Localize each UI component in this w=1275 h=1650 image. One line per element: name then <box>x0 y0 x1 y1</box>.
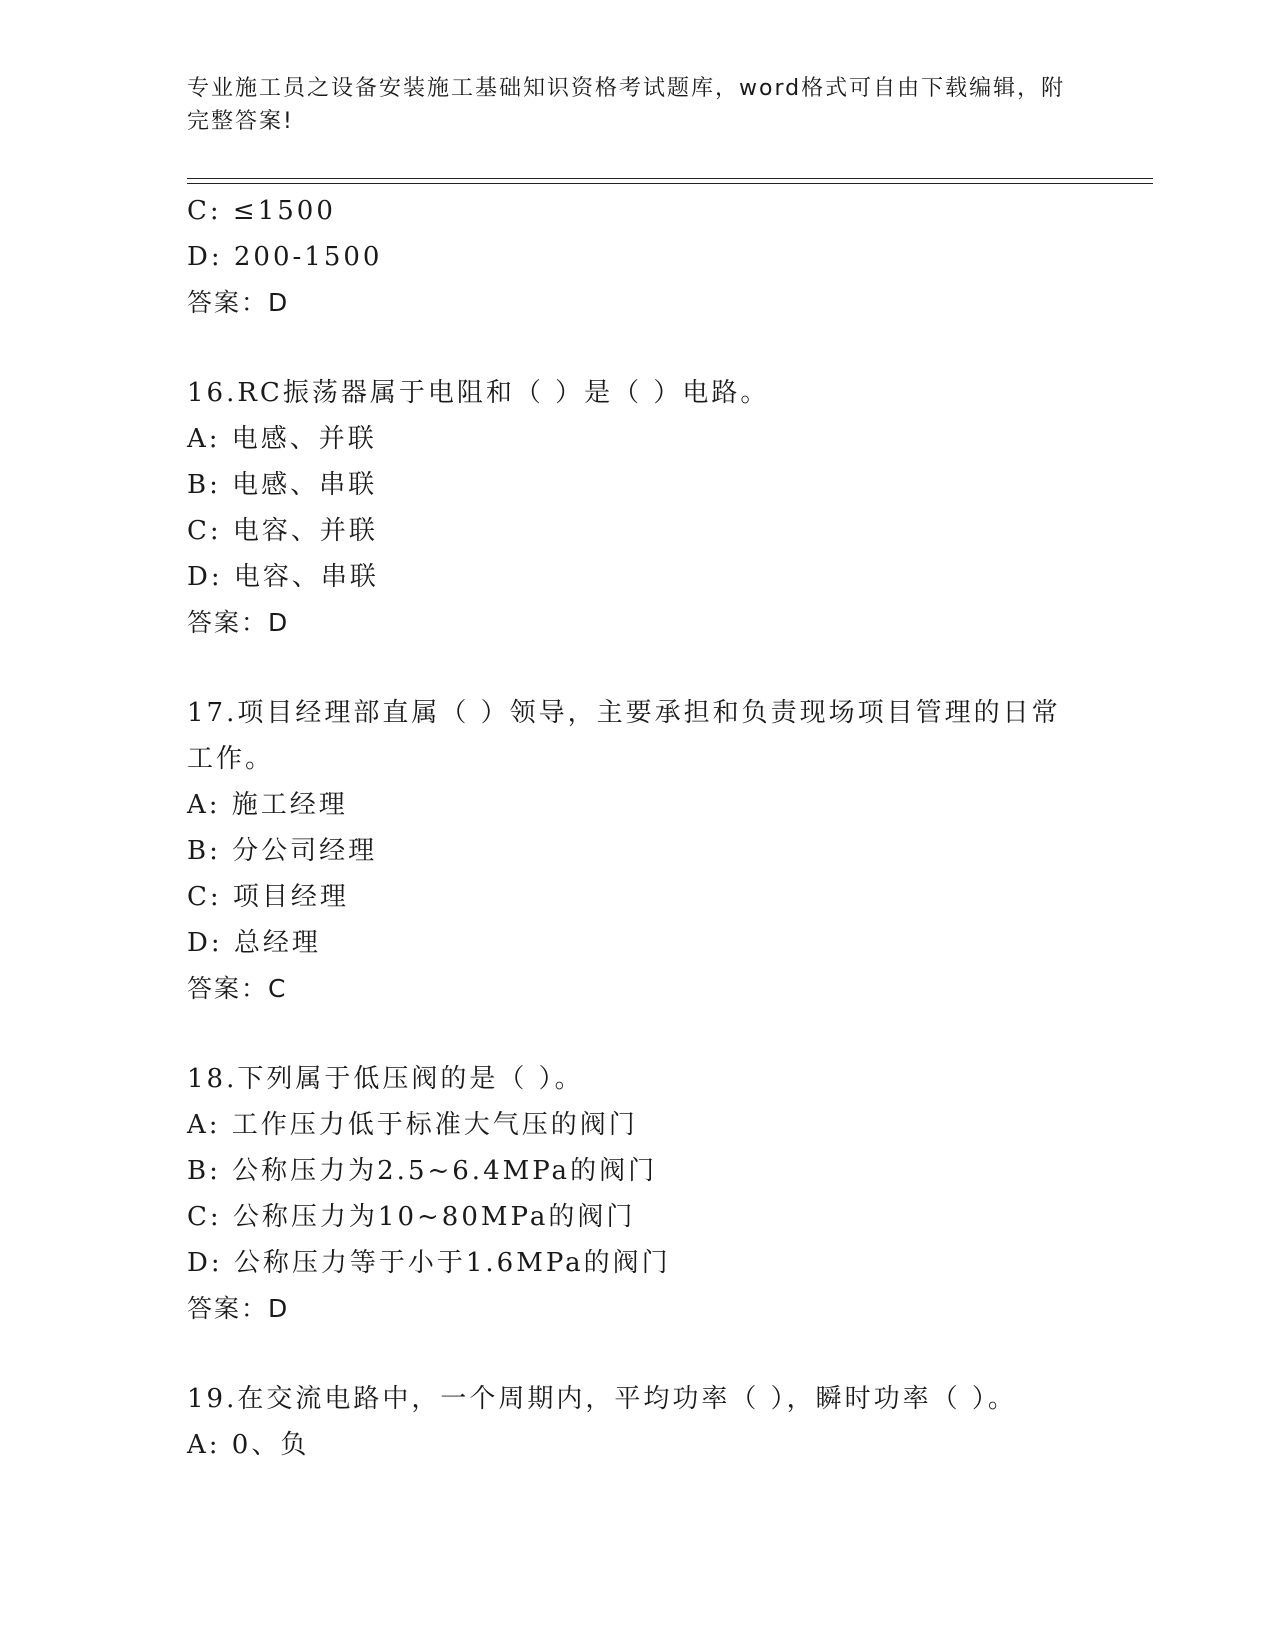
spacer <box>187 326 1087 370</box>
answer: 答案：D <box>187 288 290 317</box>
question-17-option-b: B: 分公司经理 <box>187 836 378 866</box>
question-content <box>187 188 1087 1468</box>
question-16-option-c: C: 电容、并联 <box>187 516 378 546</box>
question-17-option-d: D: 总经理 <box>187 928 321 958</box>
question-16-option-b: B: 电感、串联 <box>187 470 378 500</box>
question-19-stem: 19.在交流电路中，一个周期内，平均功率（ ），瞬时功率（ ）。 <box>187 1384 1017 1414</box>
option-d: D: 200-1500 <box>187 242 383 272</box>
question-17-answer: 答案：C <box>187 974 288 1003</box>
spacer <box>187 1012 1087 1056</box>
question-16-option-a: A: 电感、并联 <box>187 424 377 454</box>
question-17-stem: 17.项目经理部直属（ ）领导，主要承担和负责现场项目管理的日常工作。 <box>187 698 1061 774</box>
spacer <box>187 1332 1087 1376</box>
question-16-answer: 答案：D <box>187 608 290 637</box>
question-18-option-a: A: 工作压力低于标准大气压的阀门 <box>187 1110 638 1140</box>
option-c: C: ≤1500 <box>187 196 336 226</box>
document-header: 专业施工员之设备安装施工基础知识资格考试题库，word格式可自由下载编辑，附完整答案! <box>187 76 1066 134</box>
question-18-answer: 答案：D <box>187 1294 290 1323</box>
question-18-option-d: D: 公称压力等于小于1.6MPa的阀门 <box>187 1248 671 1278</box>
question-18-option-c: C: 公称压力为10~80MPa的阀门 <box>187 1202 636 1232</box>
spacer <box>187 646 1087 690</box>
question-16-stem: 16.RC振荡器属于电阻和（ ）是（ ）电路。 <box>187 378 770 408</box>
question-16-option-d: D: 电容、串联 <box>187 562 379 592</box>
question-17-option-c: C: 项目经理 <box>187 882 349 912</box>
question-18-option-b: B: 公称压力为2.5~6.4MPa的阀门 <box>187 1156 658 1186</box>
question-17-option-a: A: 施工经理 <box>187 790 348 820</box>
question-18-stem: 18.下列属于低压阀的是（ ）。 <box>187 1064 584 1094</box>
header-rule-bottom <box>187 183 1153 184</box>
question-19-option-a: A: 0、负 <box>187 1430 310 1460</box>
header-rule-top <box>187 178 1153 179</box>
